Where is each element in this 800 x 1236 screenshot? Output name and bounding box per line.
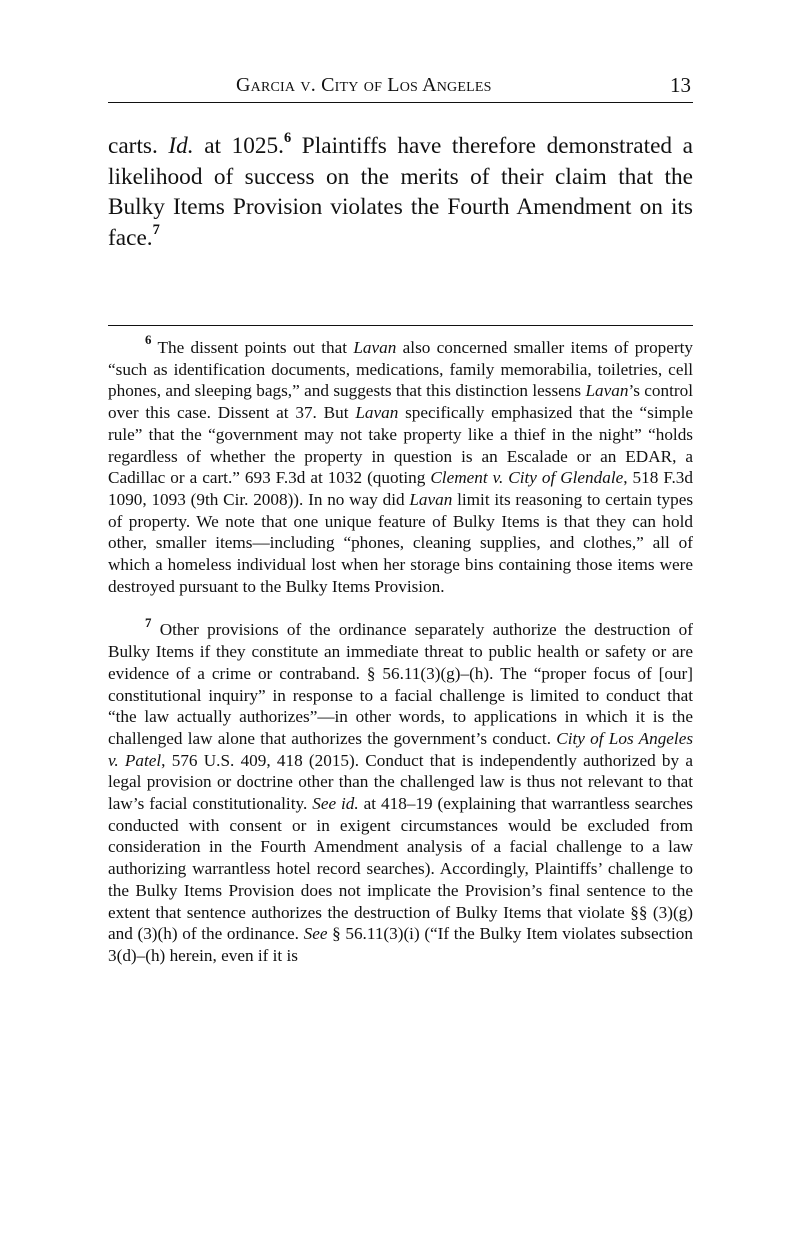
case-name-italic: Clement v. City of Glendale: [430, 468, 624, 488]
text-run: at 1025.: [193, 133, 285, 159]
text-run: Plaintiffs have therefore demonstrated a likelihood of success on the merits of their claim that the Bulky Items Provision violates the Fourth Amendment on its face.: [108, 133, 693, 251]
case-name-italic: Lavan: [585, 381, 629, 401]
text-run: , 576 U.S. 409, 418 (2015). Conduct that is independently authorized by a legal provision or doctrine other than the challenged law is thus not relevant to that law’s facial constitutionality.: [108, 750, 693, 814]
case-name-italic: Lavan: [409, 489, 453, 509]
case-name-italic: City of Los Angeles v. Patel: [108, 728, 694, 770]
text-run: § 56.11(3)(i) (“If the Bulky Item violates subsection 3(d)–(h) herein, even if it is: [108, 924, 693, 965]
text-run: also concerned smaller items of property “such as identification documents, medications, family memorabilia, toiletries, cell phones, and sleeping bags,” and suggests that this distinction lessens: [108, 338, 693, 401]
footnote-ref-6[interactable]: 6: [284, 130, 292, 147]
document-page: [108, 72, 693, 967]
case-title: Garcia v. City of Los Angeles: [236, 74, 492, 96]
footnote-ref-7[interactable]: 7: [152, 221, 160, 238]
signal-italic: See id.: [312, 794, 359, 814]
text-run: limit its reasoning to certain types of property. We note that one unique feature of Bulky Items is that they can hold other, smaller items—including “phones, cleaning supplies, and clothes,” all of which a homeless individual lost when her storage bins containing those items were destroyed pursuant to the Bulky Items Provision.: [108, 489, 694, 596]
page-number: 13: [670, 73, 691, 97]
text-run: at 418–19 (explaining that warrantless searches conducted with consent or in exigent circumstances would be excluded from consideration in the Fourth Amendment analysis of a facial challenge to a law authorizing warrantless hotel record searches). Accordingly, Plaintiffs’ challenge to the Bulky Items Provision does not implicate the Provision’s final sentence to the extent that sentence authorizes the destruction of Bulky Items that violate §§ (3)(g) and (3)(h) of the ordinance.: [108, 794, 693, 944]
footnote-7: [108, 615, 694, 966]
running-header: [108, 72, 693, 103]
footnote-6: [108, 333, 694, 597]
text-run: ’s control over this case. Dissent at 37. But: [108, 381, 693, 423]
case-name-italic: Lavan: [353, 338, 397, 357]
citation-italic: Id.: [168, 133, 194, 159]
footnote-marker: 7: [145, 615, 152, 630]
footnote-divider: [108, 325, 693, 326]
signal-italic: See: [303, 924, 328, 944]
text-run: Other provisions of the ordinance separately authorize the destruction of Bulky Items if they constitute an immediate threat to public health or safety or are evidence of a crime or contraband. § 56.11(3)(g)–(h). The “proper focus of [our] constitutional inquiry” in response to a facial challenge is limited to conduct that “the law actually authorizes”—in other words, to applications in which it is the challenged law alone that authorizes the government’s conduct.: [108, 620, 693, 748]
footnotes-section: [108, 333, 694, 967]
main-paragraph: [108, 131, 693, 253]
text-run: The dissent points out that: [151, 338, 354, 357]
footnote-marker: 6: [145, 333, 152, 348]
text-run: specifically emphasized that the “simple rule” that the “government may not take property like a thief in the night” “holds regardless of whether the property in question is an Escalade or an EDAR, a Cadillac or a cart.” 693 F.3d at 1032 (quoting: [108, 403, 694, 488]
text-run: , 518 F.3d 1090, 1093 (9th Cir. 2008)). In no way did: [108, 468, 693, 509]
text-run: carts.: [108, 133, 169, 159]
case-name-italic: Lavan: [355, 403, 399, 423]
